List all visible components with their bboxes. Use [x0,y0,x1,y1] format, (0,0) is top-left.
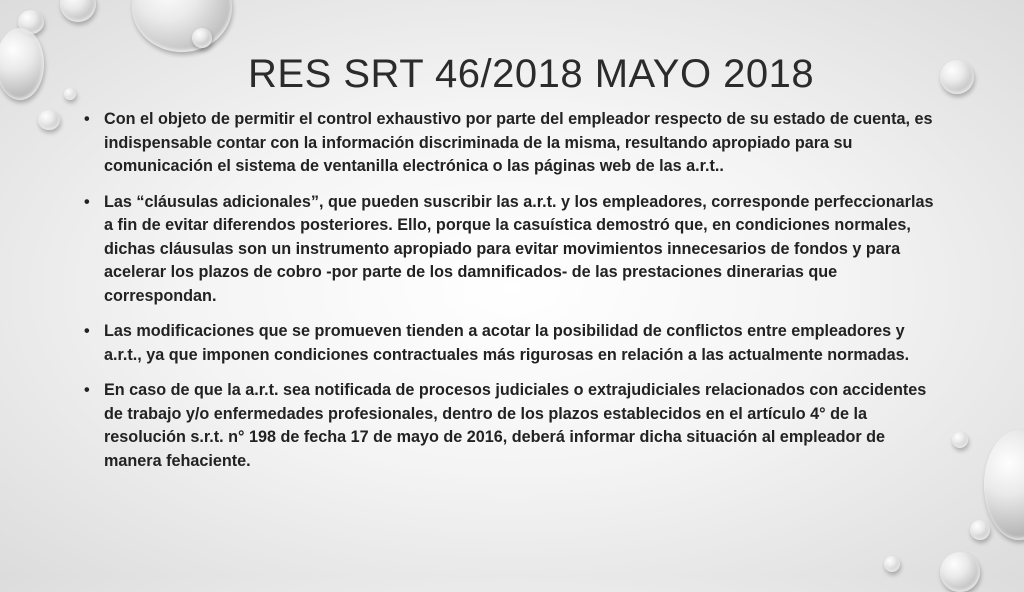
water-drop-decoration [132,0,232,52]
bullet-item: • Con el objeto de permitir el control exhaustivo por parte del empleador respecto de su estado de cuenta, es indispensable contar con la información discriminada de la misma, resultando apropiado para su comunicación el sistema de ventanilla electrónica o las páginas web de las a.r.t.. [104,108,944,179]
bullet-list [104,108,944,485]
bullet-item: • Las modificaciones que se promueven tienden a acotar la posibilidad de conflictos entre empleadores y a.r.t., ya que imponen condiciones contractuales más rigurosas en relación a las actualmente normadas. [104,320,944,367]
bullet-item: • Las “cláusulas adicionales”, que pueden suscribir las a.r.t. y los empleadores, corresponde perfeccionarlas a fin de evitar diferendos posteriores. Ello, porque la casuística demostró que, en condiciones normales, dichas cláusulas son un instrumento apropiado para evitar movimientos innecesarios de fondos y para acelerar los plazos de cobro -por parte de los damnificados- de las prestaciones dinerarias que correspondan. [104,191,944,309]
bullet-item: • En caso de que la a.r.t. sea notificada de procesos judiciales o extrajudiciales relacionados con accidentes de trabajo y/o enfermedades profesionales, dentro de los plazos establecidos en el artículo 4° de la resolución s.r.t. n° 198 de fecha 17 de mayo de 2016, deberá informar dicha situación al empleador de manera fehaciente. [104,379,944,473]
water-drop-decoration [984,430,1024,540]
water-drop-decoration [64,88,76,100]
water-drop-decoration [38,110,60,130]
water-drop-decoration [970,520,990,540]
water-drop-decoration [192,28,212,48]
water-drop-decoration [940,60,974,94]
water-drop-decoration [952,432,968,448]
water-drop-decoration [940,552,980,592]
water-drop-decoration [60,0,96,22]
water-drop-decoration [884,556,900,572]
slide-title: RES SRT 46/2018 MAYO 2018 [248,52,815,96]
water-drop-decoration [0,28,44,100]
